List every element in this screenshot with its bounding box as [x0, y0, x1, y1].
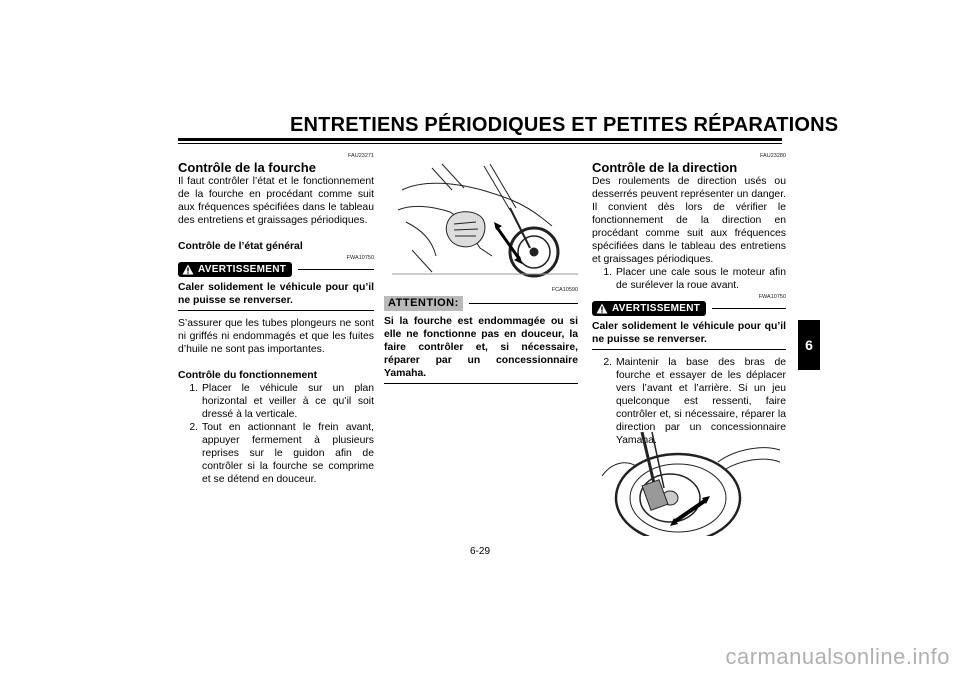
- warning-text: Caler solidement le véhicule pour qu’il ne puisse se renverser.: [178, 282, 374, 306]
- intro-paragraph: Il faut contrôler l’état et le fonctionnement de la fourche en procédant comme suit aux fréquences spécifiées dans le tableau des entretiens et graissages périodiques.: [178, 176, 374, 226]
- title-rule: [178, 138, 782, 141]
- warning-triangle-icon: [596, 303, 608, 314]
- list-item: 2. Maintenir la base des bras de fourche et essayer de les déplacer vers l’avant et l’arrière. Si un jeu quelconque est ressenti, faire contrôler et, si nécessaire, réparer la direction par un concessionnaire Yamaha.: [603, 357, 786, 446]
- watermark: carmanualsonline.info: [725, 644, 950, 669]
- list-item: 2. Tout en actionnant le frein avant, appuyer fermement à plusieurs reprises sur le guidon afin de contrôler si la fourche se comprime et se détend en douceur.: [189, 422, 374, 485]
- attention-header: [384, 296, 578, 311]
- tubes-paragraph: S’assurer que les tubes plongeurs ne sont ni griffés ni endommagés et que les fuites d’huile ne sont pas importantes.: [178, 318, 374, 355]
- middle-column: [384, 287, 578, 384]
- section-heading: Contrôle de la fourche: [178, 160, 316, 175]
- warning-code: FWA10750: [758, 294, 786, 300]
- right-column: [592, 153, 786, 447]
- list-item: 1. Placer une cale sous le moteur afin de surélever la roue avant.: [603, 267, 786, 291]
- steps-list: [178, 382, 374, 486]
- subheading-operation: Contrôle du fonctionnement: [178, 370, 318, 381]
- attention-code: FCA10590: [551, 287, 578, 293]
- warning-header: [592, 301, 786, 316]
- steps-list: [592, 266, 786, 292]
- steering-check-illustration: [598, 432, 784, 536]
- warning-text: Caler solidement le véhicule pour qu’il ne puisse se renverser.: [592, 321, 786, 345]
- fork-check-illustration: [392, 160, 578, 280]
- section-heading: Contrôle de la direction: [592, 160, 738, 175]
- title-rule-thin: [178, 143, 782, 144]
- reference-code: FAU23280: [760, 153, 786, 159]
- warning-badge: [178, 262, 292, 277]
- intro-paragraph: Des roulements de direction usés ou desserrés peuvent représenter un danger. Il convient dès lors de vérifier le fonctionnement de la direction en procédant comme suit aux fréquences spécifiées dans le tableau des entretiens et graissages périodiques.: [592, 176, 786, 265]
- attention-text: Si la fourche est endommagée ou si elle ne fonctionne pas en douceur, la faire contrôler et, si nécessaire, réparer par un concessionnaire Yamaha.: [384, 316, 578, 379]
- reference-code: FAU23271: [348, 153, 374, 159]
- list-item: 1. Placer le véhicule sur un plan horizontal et veiller à ce qu’il soit dressé à la verticale.: [189, 383, 374, 420]
- attention-label: ATTENTION:: [384, 296, 463, 311]
- subheading-general: Contrôle de l’état général: [178, 241, 303, 252]
- warning-header: [178, 262, 374, 277]
- page-title: ENTRETIENS PÉRIODIQUES ET PETITES RÉPARATIONS: [290, 114, 839, 136]
- warning-triangle-icon: [182, 264, 194, 275]
- warning-badge: [592, 301, 706, 316]
- section-tab: 6: [798, 320, 820, 370]
- warning-code: FWA10750: [346, 255, 374, 261]
- left-column: [178, 153, 374, 486]
- warning-label: AVERTISSEMENT: [612, 303, 701, 314]
- warning-label: AVERTISSEMENT: [198, 264, 287, 275]
- page-number: 6-29: [469, 546, 490, 557]
